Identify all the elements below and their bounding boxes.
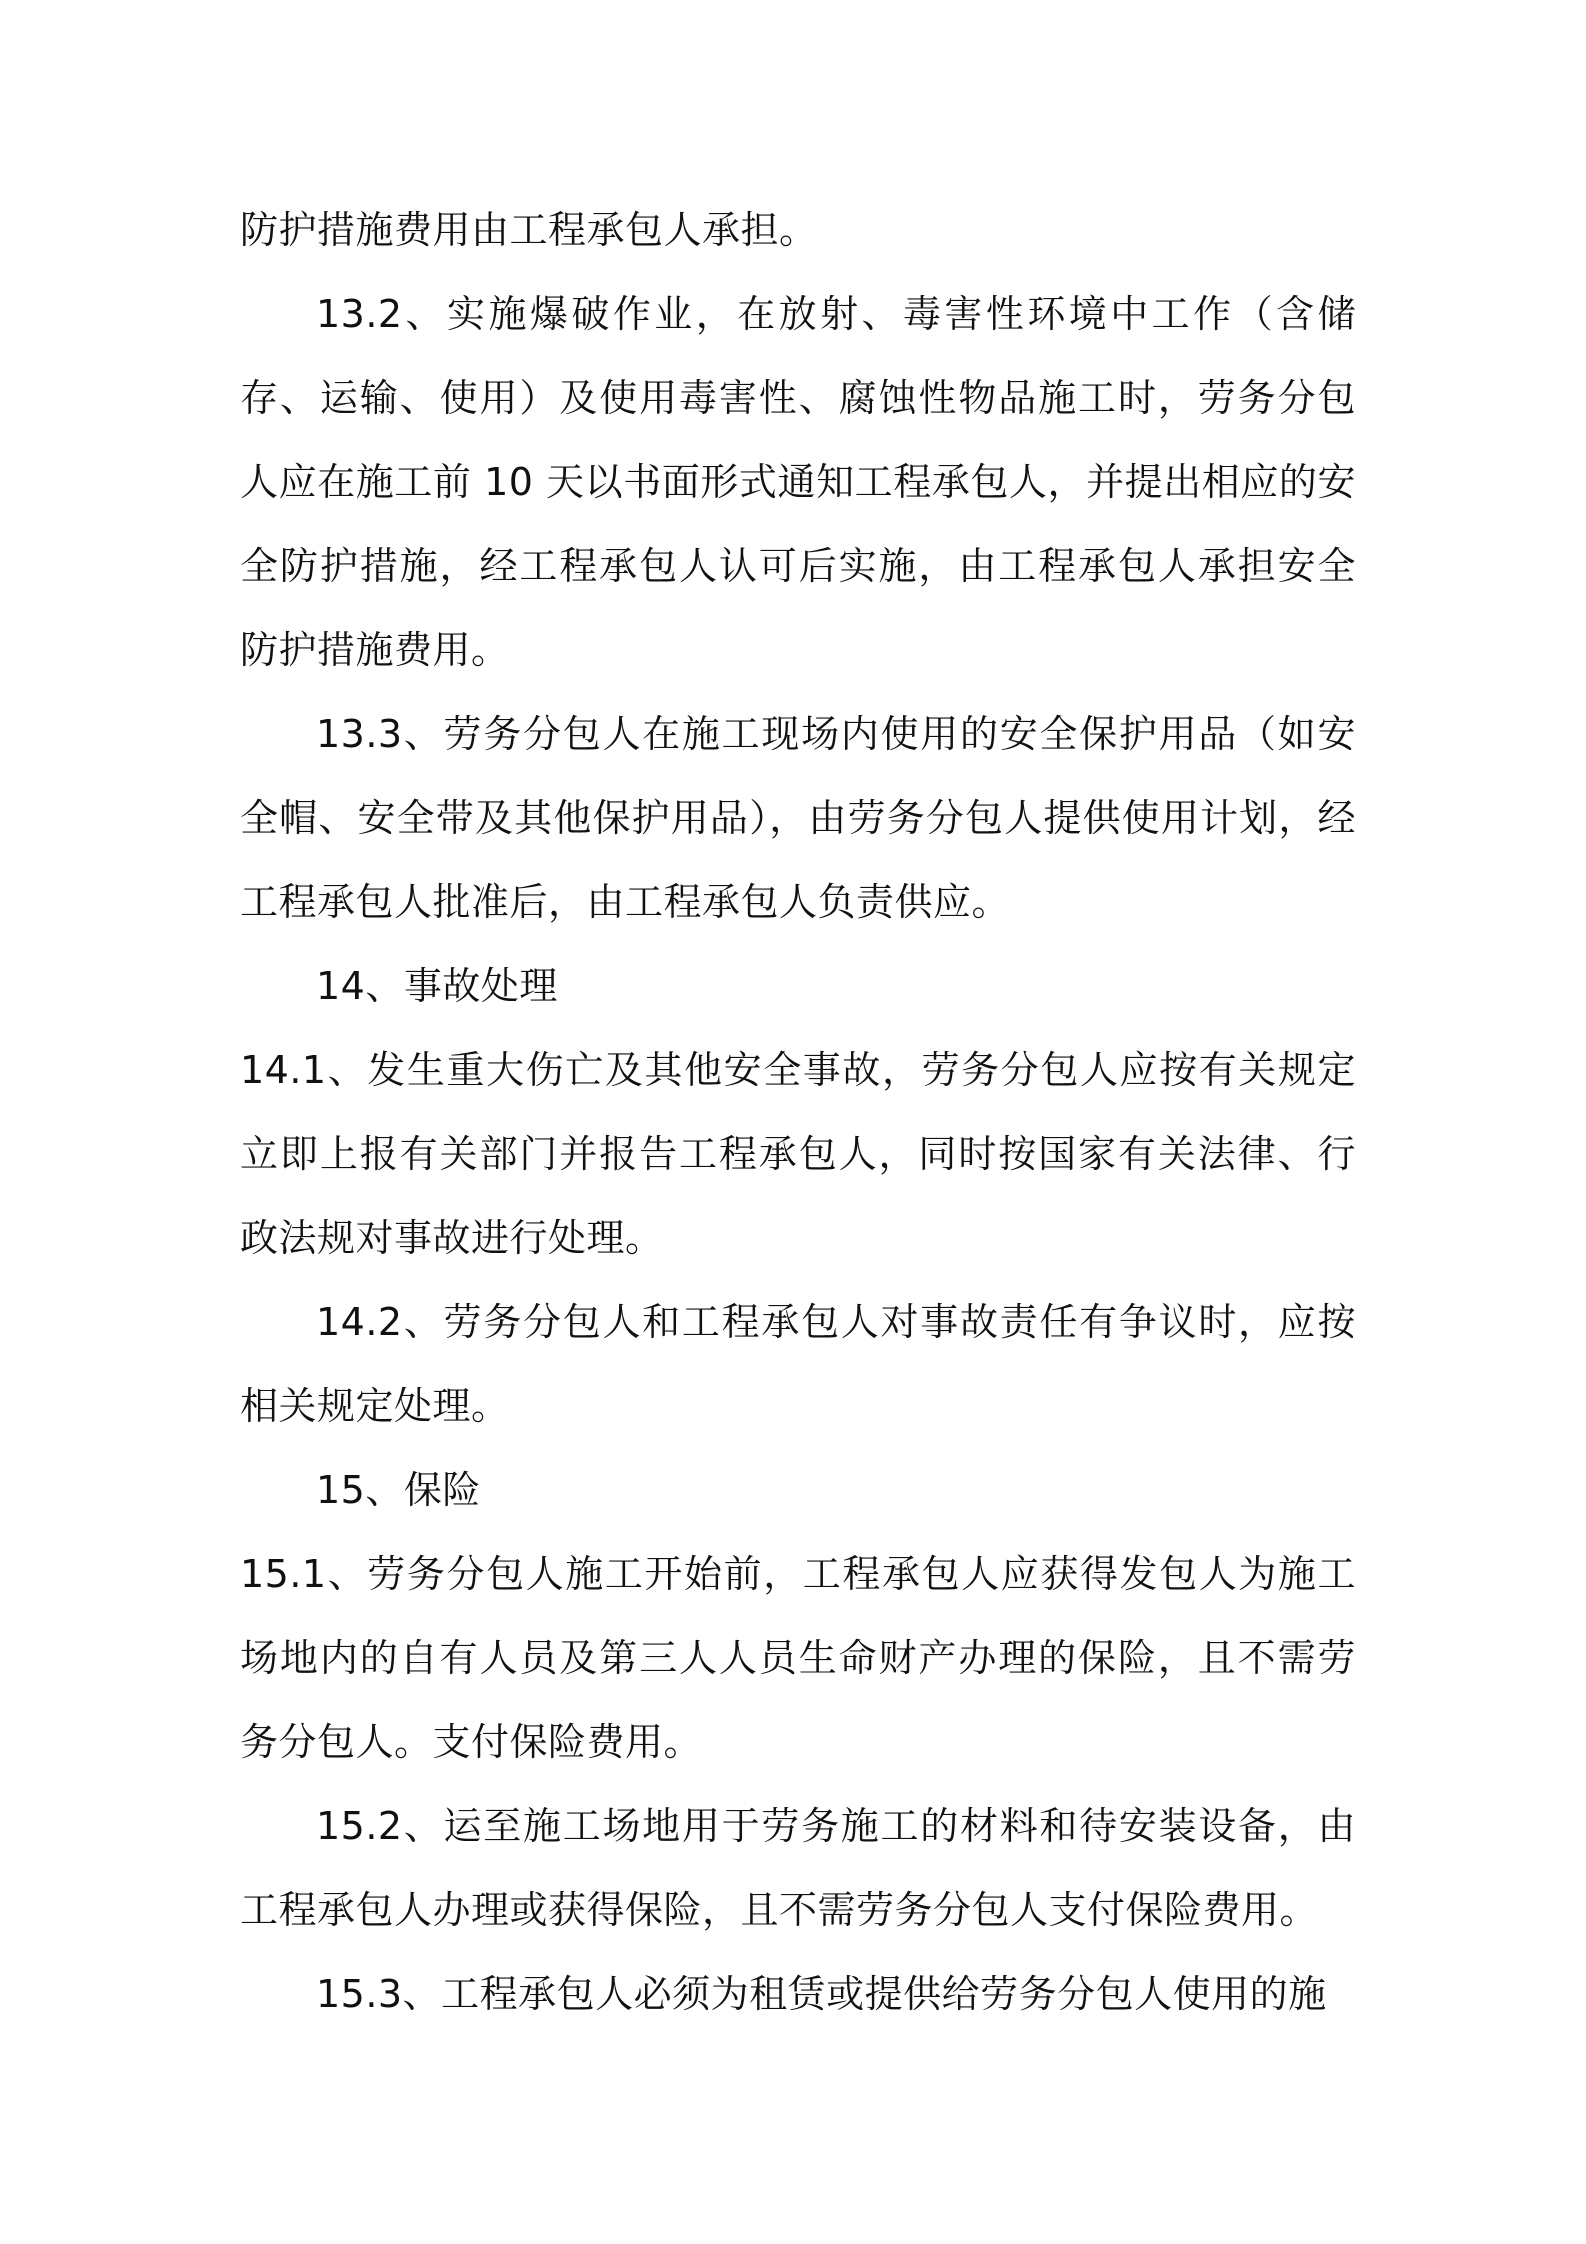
paragraph-15-1: 15.1、劳务分包人施工开始前，工程承包人应获得发包人为施工场地内的自有人员及第三人人员生命财产办理的保险，且不需劳务分包人。支付保险费用。 [240,1552,1356,1764]
paragraph-continuation: 防护措施费用由工程承包人承担。 [240,208,818,252]
section-heading-14: 14、事故处理 [316,964,558,1008]
paragraph-13-3: 13.3、劳务分包人在施工现场内使用的安全保护用品（如安全帽、安全带及其他保护用品），由劳务分包人提供使用计划，经工程承包人批准后，由工程承包人负责供应。 [240,712,1356,924]
document-body [240,188,1356,2036]
paragraph-15-3: 15.3、工程承包人必须为租赁或提供给劳务分包人使用的施 [316,1972,1327,2016]
paragraph-15-2: 15.2、运至施工场地用于劳务施工的材料和待安装设备，由工程承包人办理或获得保险，且不需劳务分包人支付保险费用。 [240,1804,1356,1932]
paragraph-13-2: 13.2、实施爆破作业，在放射、毒害性环境中工作（含储存、运输、使用）及使用毒害性、腐蚀性物品施工时，劳务分包人应在施工前 10 天以书面形式通知工程承包人，并提出相应的安全防护措施，经工程承包人认可后实施，由工程承包人承担安全防护措施费用。 [240,292,1356,672]
section-heading-15: 15、保险 [316,1468,481,1512]
paragraph-14-1: 14.1、发生重大伤亡及其他安全事故，劳务分包人应按有关规定立即上报有关部门并报告工程承包人，同时按国家有关法律、行政法规对事故进行处理。 [240,1048,1356,1260]
paragraph-14-2: 14.2、劳务分包人和工程承包人对事故责任有争议时，应按相关规定处理。 [240,1300,1356,1428]
